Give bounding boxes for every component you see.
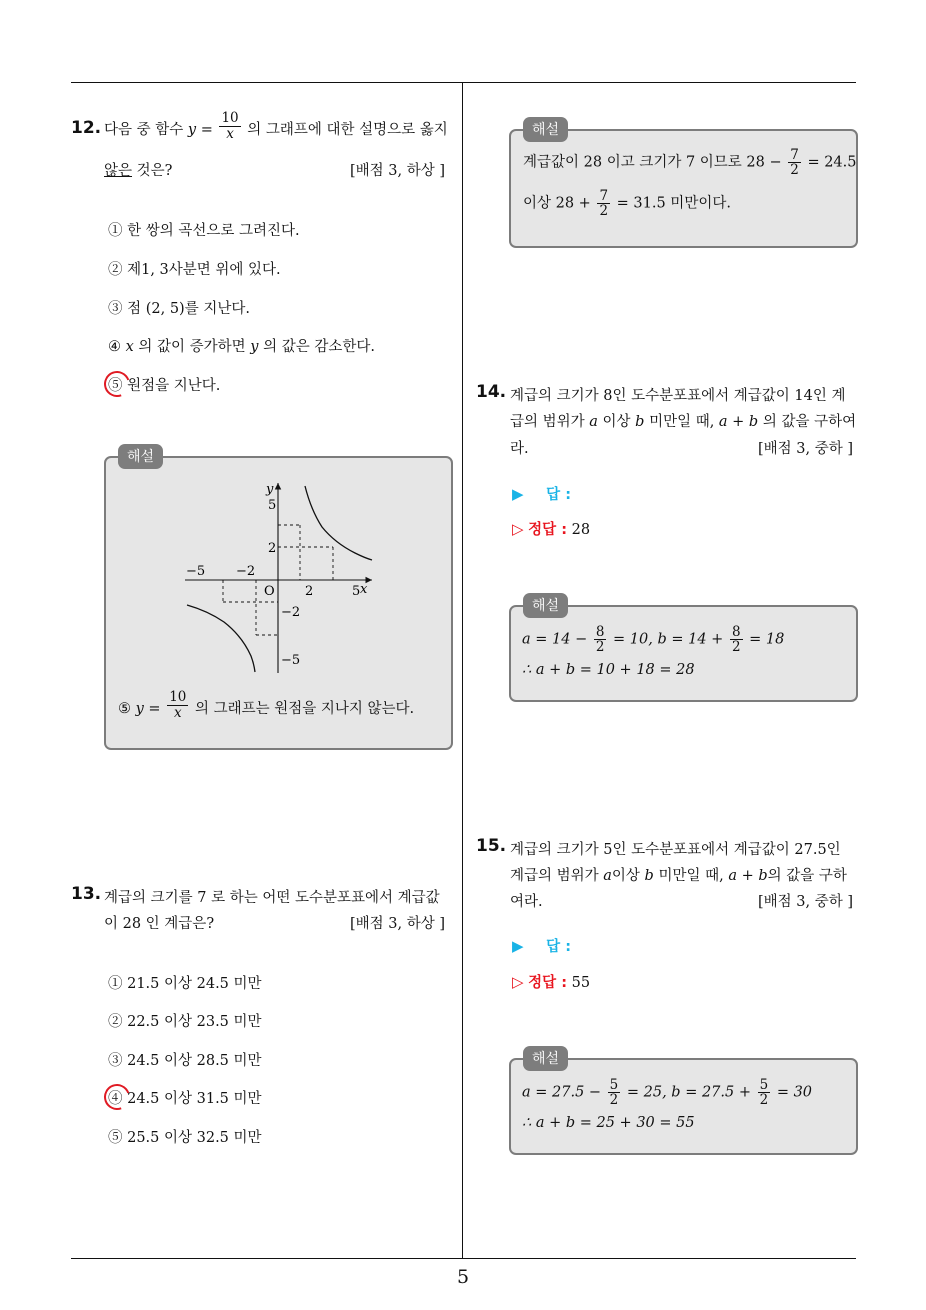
graph-origin-label: O	[264, 584, 275, 599]
q12-fraction	[219, 111, 240, 140]
q14-var-a: a	[589, 414, 598, 430]
q13-option-5[interactable]	[108, 1126, 262, 1147]
correct-value: 55	[571, 975, 591, 991]
q12-underline-word: 않은	[104, 163, 133, 179]
q15-sol-a: a = 27.5 −	[522, 1084, 602, 1101]
q15-answer-row[interactable]	[512, 935, 571, 956]
q15-var-b: b	[644, 868, 654, 884]
y-tick-neg5: −5	[281, 653, 301, 668]
q14-var-b: b	[635, 414, 645, 430]
q15-l2-a: 계급의 범위가	[510, 868, 599, 884]
q12-eq: =	[200, 122, 213, 138]
column-divider	[462, 83, 463, 1259]
question-12-number: 12.	[71, 118, 102, 138]
question-12-stem-line2	[104, 159, 172, 180]
frac-den: 2	[609, 1092, 619, 1109]
correct-label: 정답 :	[528, 975, 568, 991]
q12-stem-c: 것은?	[136, 163, 173, 179]
option-mark: ③	[108, 1053, 123, 1069]
q14-l2-c: 미만일 때,	[649, 414, 715, 430]
q13-sol-frac2	[597, 189, 610, 218]
q13-sol-l2b: = 31.5 미만이다.	[616, 195, 731, 212]
question-14-line3: 라.	[510, 441, 529, 457]
option-text: 24.5 이상 28.5 미만	[127, 1053, 262, 1069]
q14-sol-a: a = 14 −	[522, 631, 588, 648]
q13-solution-line2	[523, 189, 731, 218]
answer-circle-mark	[100, 367, 135, 402]
q15-sol-b: = 25, b = 27.5 +	[626, 1084, 751, 1101]
graph-y-label: y	[266, 482, 274, 497]
frac-num: 7	[790, 147, 799, 163]
question-12-stem	[104, 110, 448, 142]
option-mark: ①	[108, 976, 123, 992]
q13-sol-l1a: 계급값이 28 이고 크기가 7 이므로 28 −	[523, 154, 782, 171]
q14-solution-line2: ∴ a + b = 10 + 18 = 28	[522, 662, 695, 678]
frac-num: 7	[599, 188, 609, 204]
sol-text: 의 그래프는 원점을 지나지 않는다.	[194, 701, 415, 717]
play-arrow-icon: ▶	[512, 937, 524, 955]
option-text: 의 값은 감소한다.	[263, 339, 375, 355]
q12-option-2[interactable]	[108, 258, 281, 279]
q13-option-2[interactable]	[108, 1010, 262, 1031]
x-tick-2: 2	[305, 584, 314, 599]
frac-den: 2	[731, 639, 741, 656]
sol-frac-num: 10	[169, 689, 187, 706]
q14-l2-b: 이상	[602, 414, 631, 430]
q13-solution-line1	[523, 148, 856, 177]
correct-label: 정답 :	[528, 522, 568, 538]
y-tick-neg2: −2	[281, 605, 301, 620]
question-15-line3: 여라.	[510, 894, 543, 910]
option-text: 점 (2, 5)를 지난다.	[127, 301, 250, 317]
option-mark: ④	[108, 1091, 123, 1107]
option-var-y: y	[250, 339, 259, 355]
option-mark: ②	[108, 1014, 123, 1030]
q12-points: [배점 3, 하상 ]	[350, 163, 446, 179]
question-14-line1: 계급의 크기가 8인 도수분포표에서 계급값이 14인 계	[510, 388, 846, 404]
y-tick-2: 2	[268, 541, 277, 556]
page-number: 5	[456, 1266, 470, 1288]
option-mid: 의 값이 증가하면	[138, 339, 246, 355]
q12-func-var: y	[187, 122, 197, 138]
frac-den: 2	[599, 203, 609, 220]
answer-label: 답 :	[546, 487, 572, 503]
bottom-rule	[71, 1258, 856, 1259]
x-tick-neg2: −2	[236, 564, 256, 579]
option-mark: ⑤	[108, 378, 123, 394]
question-13-number: 13.	[71, 884, 102, 904]
hyperbola-branch-q3	[187, 605, 255, 672]
question-15-line1: 계급의 크기가 5인 도수분포표에서 계급값이 27.5인	[510, 842, 841, 858]
q13-option-1[interactable]	[108, 972, 262, 993]
outline-arrow-icon: ▷	[512, 973, 524, 991]
answer-label: 답 :	[546, 939, 572, 955]
option-text: 한 쌍의 곡선으로 그려진다.	[127, 223, 300, 239]
q15-points: [배점 3, 중하 ]	[758, 894, 854, 910]
q14-answer-row[interactable]	[512, 483, 571, 504]
sol-eq: =	[148, 701, 161, 717]
q15-sol-c: = 30	[776, 1084, 813, 1101]
question-14-number: 14.	[476, 382, 507, 402]
q13-sol-frac1	[788, 148, 801, 177]
q13-sol-l1b: = 24.5	[807, 154, 857, 171]
option-text: 21.5 이상 24.5 미만	[127, 976, 262, 992]
sol-var-y: y	[135, 701, 144, 717]
hyperbola-graph	[180, 478, 380, 678]
q15-sol-frac1	[608, 1078, 621, 1107]
option-mark: ④	[108, 339, 121, 355]
q14-correct-row	[512, 518, 590, 539]
q15-solution-tag: 해설	[523, 1046, 568, 1071]
q13-solution-tag: 해설	[523, 117, 568, 142]
option-mark: ③	[108, 301, 123, 317]
q13-option-3[interactable]	[108, 1049, 262, 1070]
q14-sol-frac2	[730, 625, 743, 654]
option-text: 원점을 지난다.	[127, 378, 221, 394]
hyperbola-branch-q1	[305, 486, 372, 560]
play-arrow-icon: ▶	[512, 485, 524, 503]
frac-num: 8	[731, 624, 741, 640]
q12-option-4[interactable]	[108, 335, 375, 356]
option-var-x: x	[125, 339, 134, 355]
answer-circle-mark	[100, 1080, 135, 1115]
q12-frac-den: x	[226, 125, 234, 142]
x-tick-neg5: −5	[186, 564, 206, 579]
top-rule	[71, 82, 856, 83]
option-text: 24.5 이상 31.5 미만	[127, 1091, 262, 1107]
q13-option-4[interactable]	[108, 1087, 262, 1108]
q15-var-a: a	[603, 868, 612, 884]
option-text: 제1, 3사분면 위에 있다.	[127, 262, 281, 278]
q15-expr: a + b	[728, 868, 768, 884]
option-text: 22.5 이상 23.5 미만	[127, 1014, 262, 1030]
q14-l2-d: 의 값을 구하여	[762, 414, 857, 430]
x-tick-5: 5	[352, 584, 361, 599]
correct-value: 28	[571, 522, 591, 538]
frac-num: 5	[759, 1077, 769, 1093]
graph-x-label: x	[360, 582, 368, 597]
question-15-line2	[510, 864, 847, 885]
option-mark: ②	[108, 262, 123, 278]
y-tick-5: 5	[268, 498, 277, 513]
q14-sol-b: = 10, b = 14 +	[613, 631, 724, 648]
question-15-number: 15.	[476, 836, 507, 856]
q12-solution-text	[118, 689, 415, 721]
q15-solution-line1	[522, 1078, 812, 1107]
q15-solution-line2: ∴ a + b = 25 + 30 = 55	[522, 1115, 695, 1131]
q14-expr: a + b	[718, 414, 759, 430]
outline-arrow-icon: ▷	[512, 520, 524, 538]
q13-points: [배점 3, 하상 ]	[350, 916, 446, 932]
option-text: 25.5 이상 32.5 미만	[127, 1130, 262, 1146]
q14-points: [배점 3, 중하 ]	[758, 441, 854, 457]
q12-frac-num: 10	[221, 110, 239, 127]
option-mark: ⑤	[108, 1130, 123, 1146]
q14-sol-c: = 18	[749, 631, 785, 648]
frac-num: 5	[609, 1077, 619, 1093]
q12-solution-tag: 해설	[118, 444, 163, 469]
q14-solution-line1	[522, 625, 784, 654]
q14-l2-a: 급의 범위가	[510, 414, 585, 430]
q12-stem-b: 의 그래프에 대한 설명으로 옳지	[247, 122, 448, 138]
question-14-line2	[510, 410, 856, 431]
frac-num: 8	[595, 624, 605, 640]
q15-l2-b: 이상	[611, 868, 640, 884]
frac-den: 2	[759, 1092, 769, 1109]
q13-sol-l2a: 이상 28 +	[523, 195, 591, 212]
sol-mark: ⑤	[118, 701, 131, 717]
q15-sol-frac2	[758, 1078, 771, 1107]
q15-l2-c: 미만일 때,	[658, 868, 724, 884]
q12-option-3[interactable]	[108, 297, 250, 318]
q14-sol-frac1	[594, 625, 607, 654]
frac-den: 2	[595, 639, 605, 656]
q14-solution-tag: 해설	[523, 593, 568, 618]
option-mark: ①	[108, 223, 123, 239]
q15-correct-row	[512, 971, 590, 992]
q12-stem-a: 다음 중 함수	[104, 122, 184, 138]
question-13-stem-line2: 이 28 인 계급은?	[104, 916, 215, 932]
question-13-stem-line1: 계급의 크기를 7 로 하는 어떤 도수분포표에서 계급값	[104, 890, 440, 906]
sol-frac-den: x	[173, 704, 182, 721]
sol-fraction	[167, 690, 188, 719]
q15-l2-d: 의 값을 구하	[767, 868, 847, 884]
frac-den: 2	[790, 162, 799, 179]
q12-option-1[interactable]	[108, 219, 300, 240]
